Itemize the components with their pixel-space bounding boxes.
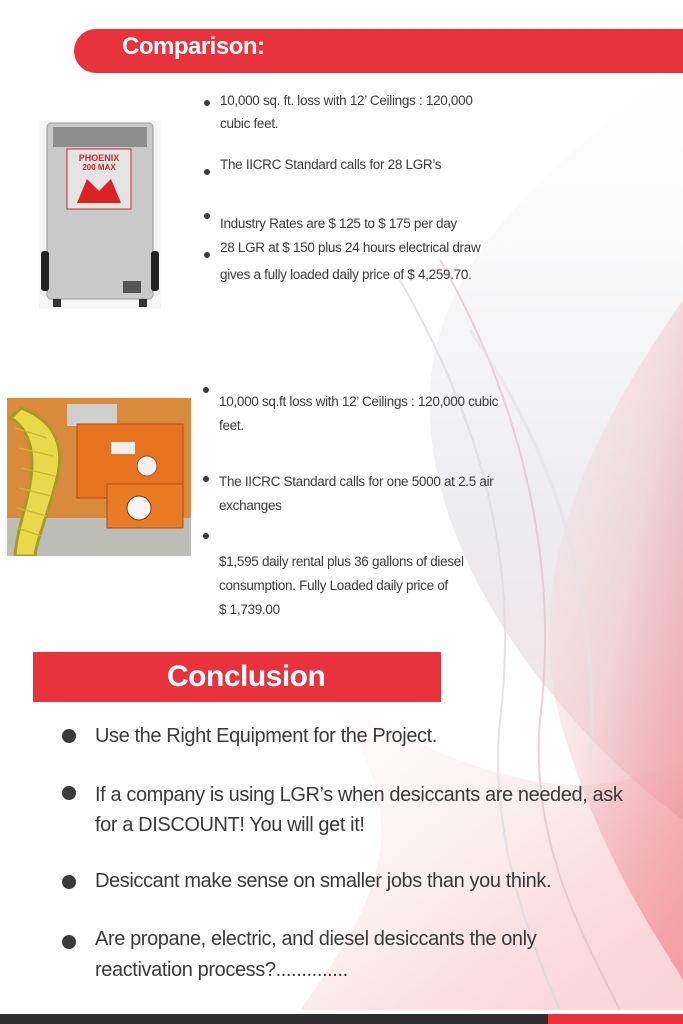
comparison2-item-2-line2: exchanges	[219, 498, 282, 513]
comparison2-item-3-line1: $1,595 daily rental plus 36 gallons of diesel	[219, 554, 464, 569]
footer-red-stripe	[548, 1014, 683, 1024]
comparison-item-4-line2: gives a fully loaded daily price of $ 4,259.70.	[220, 267, 472, 282]
conclusion-item-3: Desiccant make sense on smaller jobs than you think.	[95, 870, 552, 892]
comparison2-item-3-line2: consumption. Fully Loaded daily price of	[219, 578, 448, 593]
comparison-item-1-line2: cubic feet.	[220, 116, 279, 131]
comparison2-item-1-line1: 10,000 sq.ft loss with 12’ Ceilings : 120,000 cubic	[219, 394, 499, 409]
conclusion-bullet	[62, 729, 76, 743]
comparison2-item-2-line1: The IICRC Standard calls for one 5000 at 2.5 air	[219, 474, 494, 489]
svg-text:PHOENIX: PHOENIX	[78, 153, 120, 163]
lgr-dehumidifier-image	[39, 121, 161, 309]
bullet-dot	[204, 213, 210, 219]
conclusion-bullet	[62, 875, 76, 889]
bullet-dot	[203, 387, 209, 393]
comparison-item-3-line1: Industry Rates are $ 125 to $ 175 per day	[220, 216, 457, 231]
bullet-dot	[204, 252, 210, 258]
conclusion-bullet	[62, 935, 76, 949]
conclusion-bullet	[62, 786, 76, 800]
conclusion-item-4-line2: reactivation process?..............	[95, 959, 348, 981]
comparison-item-1-line1: 10,000 sq. ft. loss with 12’ Ceilings : 120,000	[220, 93, 473, 108]
comparison2-item-1-line2: feet.	[219, 418, 244, 433]
bullet-dot	[203, 476, 209, 482]
conclusion-title: Conclusion	[167, 660, 326, 693]
bullet-dot	[204, 169, 210, 175]
comparison-item-4-line1: 28 LGR at $ 150 plus 24 hours electrical draw	[220, 240, 481, 255]
desiccant-unit-image	[7, 398, 191, 556]
conclusion-item-2-line1: If a company is using LGR’s when desiccants are needed, ask	[95, 784, 623, 806]
conclusion-item-2-line2: for a DISCOUNT! You will get it!	[95, 814, 365, 836]
conclusion-item-1: Use the Right Equipment for the Project.	[95, 725, 437, 747]
page-title: Comparison:	[122, 33, 265, 60]
footer-dark-stripe	[0, 1014, 548, 1024]
bullet-dot	[203, 533, 209, 539]
bullet-dot	[204, 100, 210, 106]
comparison-item-2-line1: The IICRC Standard calls for 28 LGR’s	[220, 157, 442, 172]
comparison2-item-3-line3: $ 1,739.00	[219, 602, 280, 617]
svg-text:200 MAX: 200 MAX	[82, 163, 116, 172]
conclusion-item-4-line1: Are propane, electric, and diesel desiccants the only	[95, 928, 537, 950]
